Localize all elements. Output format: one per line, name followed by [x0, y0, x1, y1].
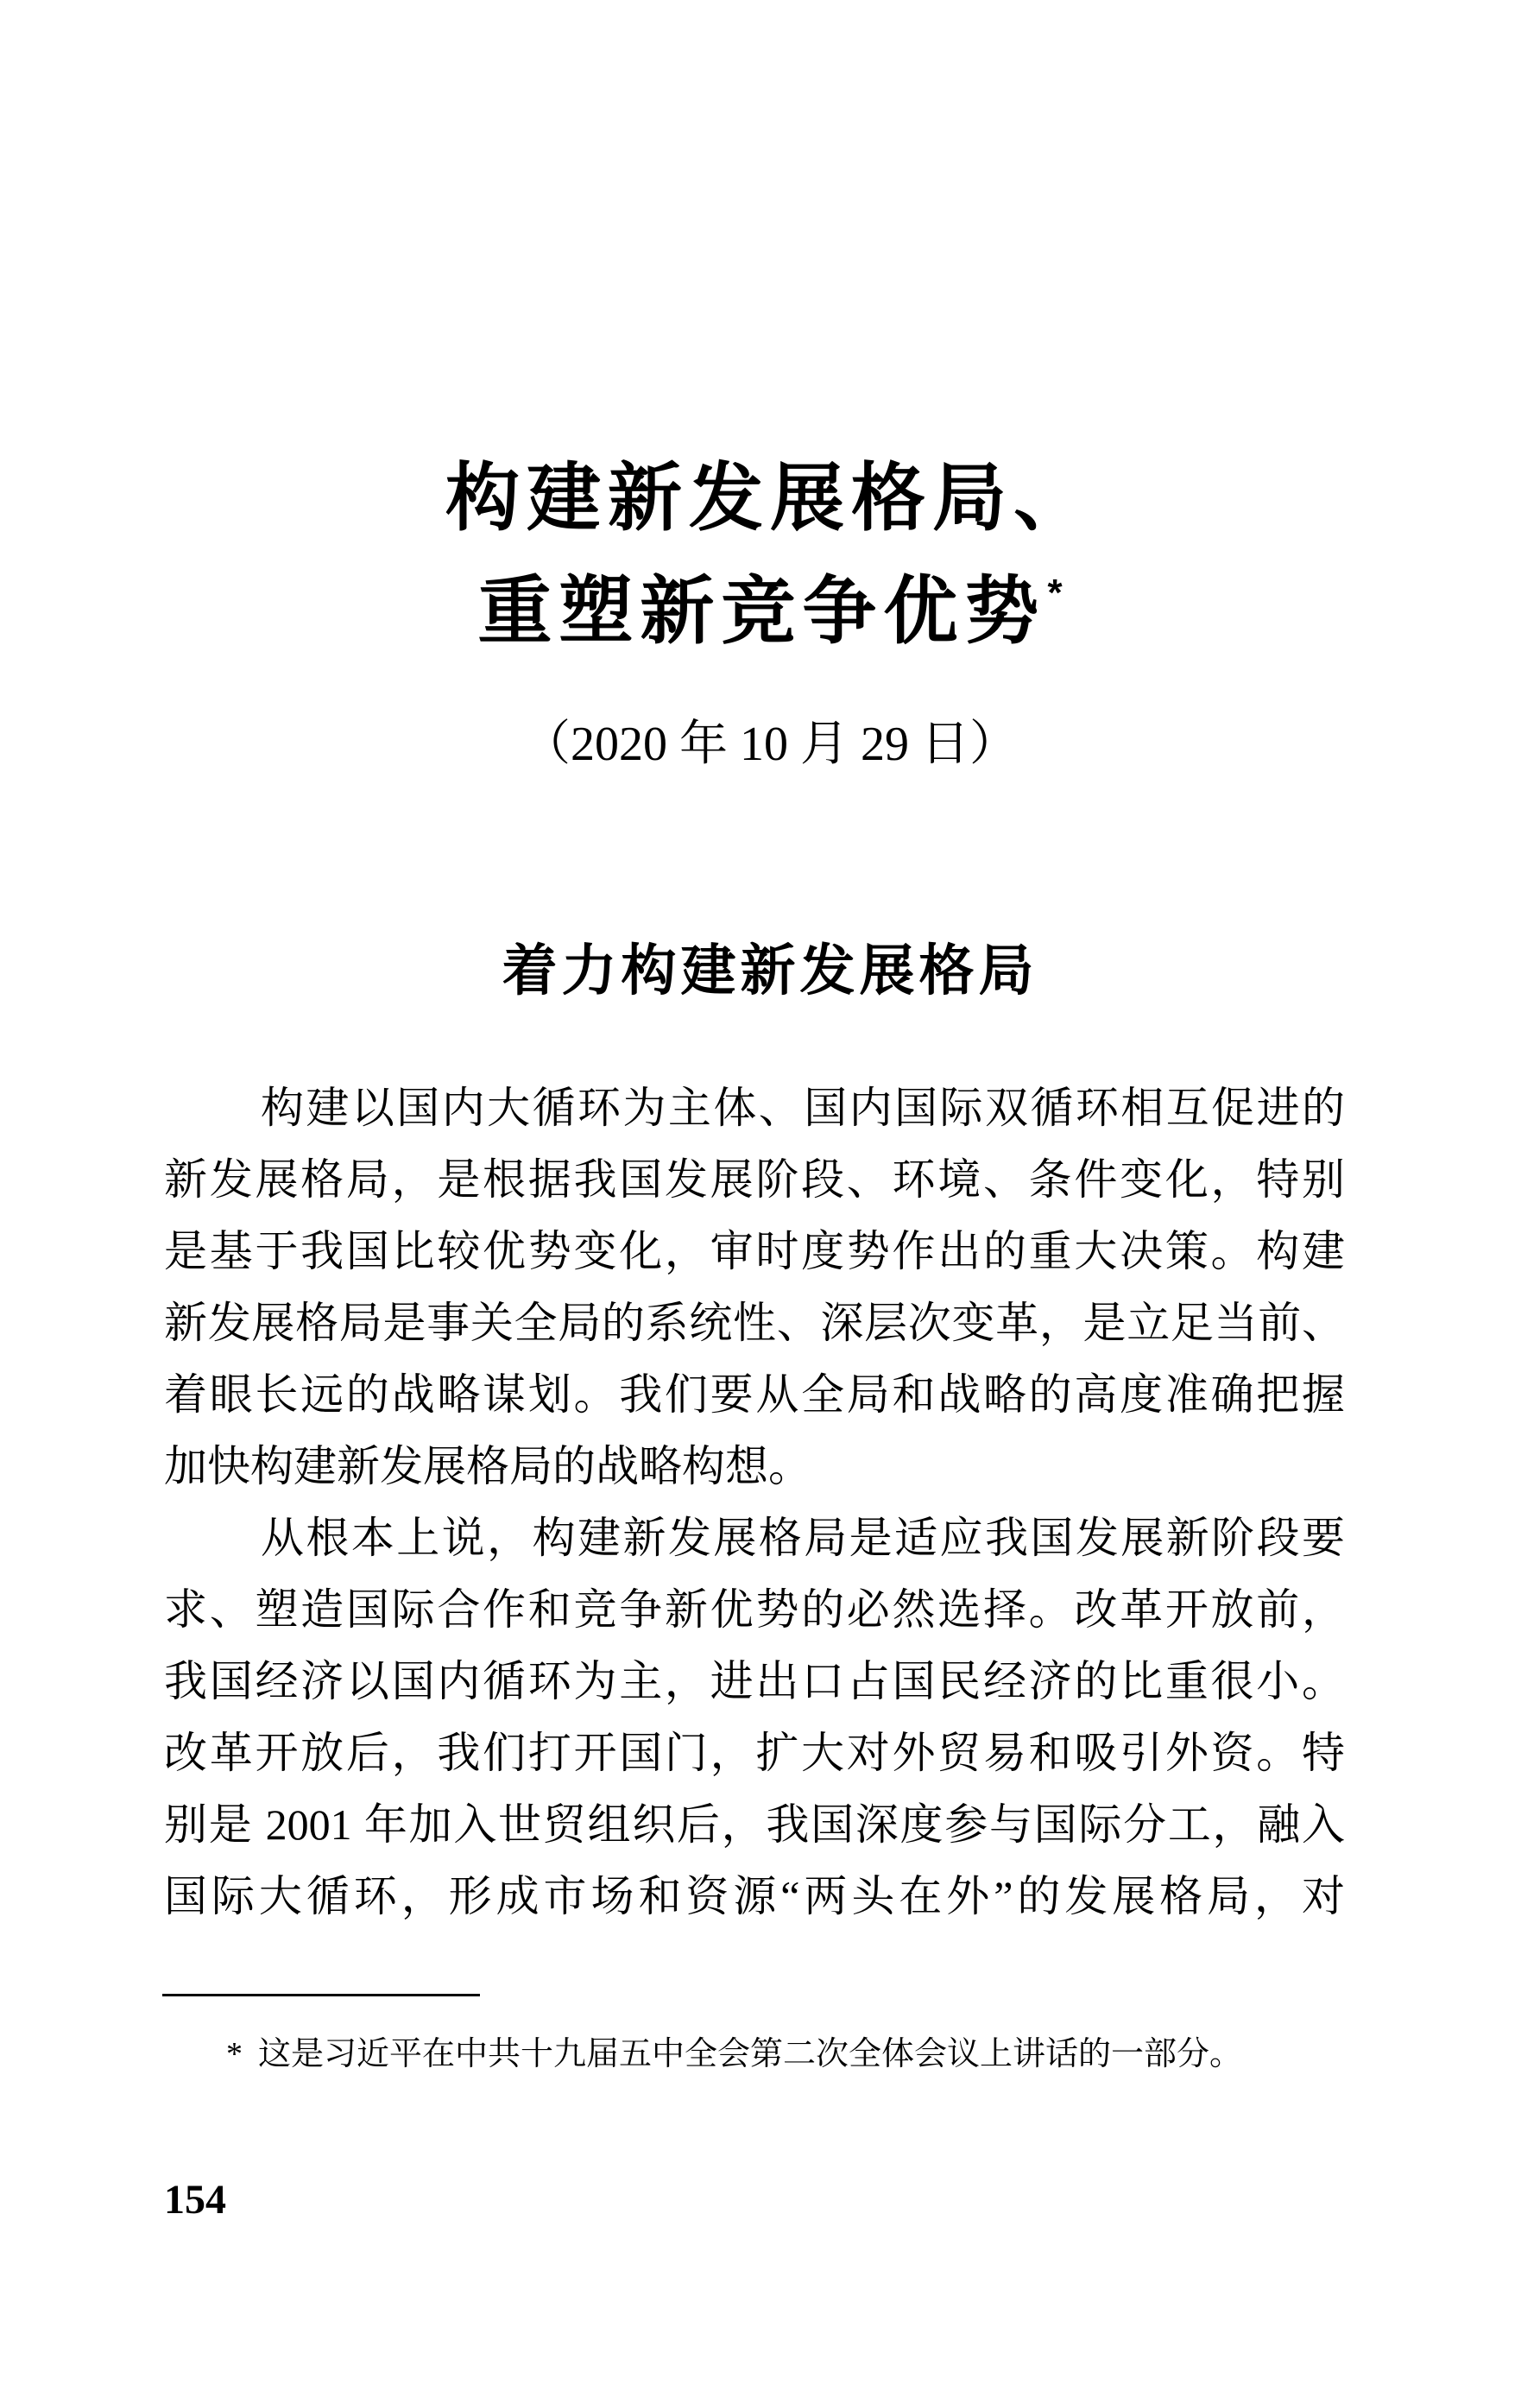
body-line: 着眼长远的战略谋划。我们要从全局和战略的高度准确把握	[164, 1370, 1345, 1419]
footnote-marker: *	[226, 2036, 243, 2072]
body-line: 新发展格局，是根据我国发展阶段、环境、条件变化，特别	[164, 1155, 1345, 1204]
body-line: 国际大循环，形成市场和资源“两头在外”的发展格局，对	[164, 1872, 1345, 1920]
body-line: 构建以国内大循环为主体、国内国际双循环相互促进的	[261, 1084, 1345, 1132]
paragraph-2	[164, 1502, 1345, 1932]
body-line: 加快构建新发展格局的战略构想。	[164, 1442, 811, 1490]
body-line: 从根本上说，构建新发展格局是适应我国发展新阶段要	[261, 1514, 1345, 1562]
footnote-divider	[162, 1994, 480, 1996]
title-text-line-1: 构建新发展格局、	[445, 457, 1095, 540]
title-text-line-2: 重塑新竞争优势	[477, 570, 1046, 653]
body-text	[164, 1072, 1345, 1932]
page-number: 154	[164, 2177, 226, 2223]
paragraph-1	[164, 1072, 1345, 1502]
footnote-text: 这是习近平在中共十九届五中全会第二次全体会议上讲话的一部分。	[258, 2036, 1243, 2072]
body-line: 我国经济以国内循环为主，进出口占国民经济的比重很小。	[164, 1657, 1345, 1705]
page-title-line-2: 重塑新竞争优势*	[477, 570, 1063, 653]
body-line: 求、塑造国际合作和竞争新优势的必然选择。改革开放前，	[164, 1585, 1345, 1634]
article-title	[0, 442, 1540, 668]
section-heading: 着力构建新发展格局	[502, 939, 1038, 1002]
speech-date: （2020 年 10 月 29 日）	[522, 718, 1018, 771]
body-line: 改革开放后，我们打开国门，扩大对外贸易和吸引外资。特	[164, 1729, 1345, 1777]
body-line: 别是 2001 年加入世贸组织后，我国深度参与国际分工，融入	[164, 1800, 1345, 1849]
body-line: 新发展格局是事关全局的系统性、深层次变革，是立足当前、	[164, 1299, 1345, 1347]
body-line: 是基于我国比较优势变化，审时度势作出的重大决策。构建	[164, 1227, 1345, 1275]
footnote	[226, 2033, 1242, 2076]
page-title-line-1	[0, 442, 1540, 555]
